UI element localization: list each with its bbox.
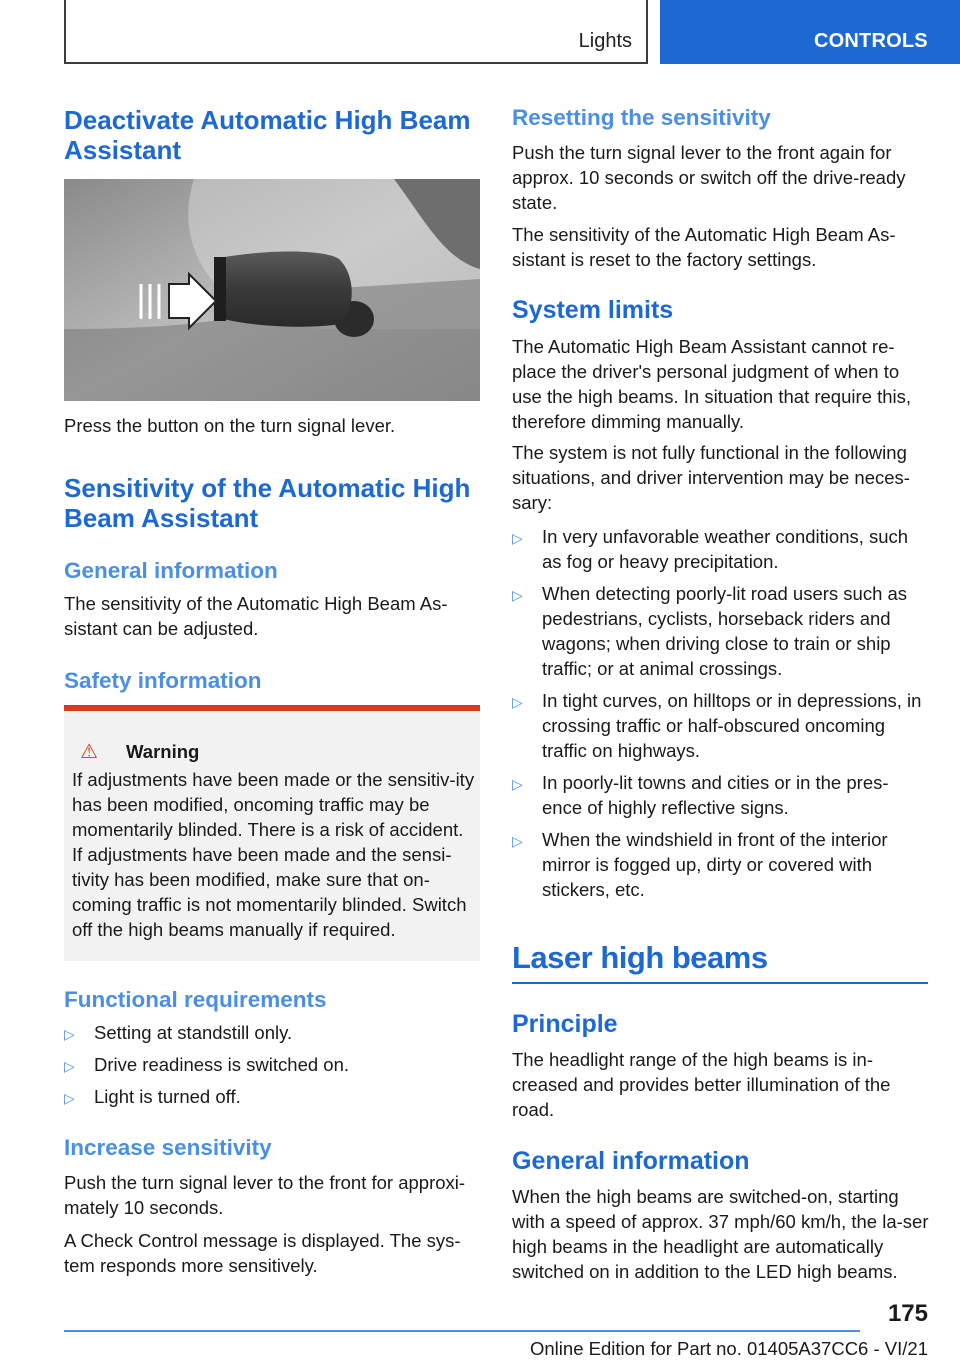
principle-text: The headlight range of the high beams is in-creased and provides better illumination of the road. (512, 1049, 891, 1120)
list-item: ▷ In poorly-lit towns and cities or in the pres-ence of highly reflective signs. (512, 772, 889, 818)
bullet-triangle-icon: ▷ (512, 833, 523, 849)
general-info-heading: General information (64, 558, 278, 583)
bullet-triangle-icon: ▷ (512, 694, 523, 710)
laser-heading: Laser high beams (512, 940, 768, 975)
sensitivity-heading: Sensitivity of the Automatic High Beam Assistant (64, 473, 471, 533)
footer-edition: Online Edition for Part no. 01405A37CC6 - VI/21 (530, 1338, 928, 1359)
image-caption: Press the button on the turn signal lever. (64, 415, 396, 436)
safety-heading: Safety information (64, 668, 262, 693)
warning-header (80, 739, 199, 764)
list-item: ▷ Light is turned off. (64, 1084, 480, 1109)
page-number: 175 (887, 1300, 928, 1327)
laser-heading-rule (512, 982, 928, 984)
warning-box (64, 705, 480, 961)
warning-triangle-icon: ⚠ (80, 741, 98, 763)
general-info-text: The sensitivity of the Automatic High Beam As-sistant can be adjusted. (64, 593, 448, 639)
principle-heading: Principle (512, 1010, 618, 1038)
list-item: ▷ Setting at standstill only. (64, 1020, 480, 1045)
warning-text: If adjustments have been made or the sensitiv-ity has been modified, oncoming traffic may be momentarily blinded. There is a risk of accident. If adjustments have been made and the sensi-tivity has been modified, make sure that on-coming traffic is not momentarily blinded. Switch off the high beams manually if required. (72, 769, 475, 940)
header-section-box (64, 0, 648, 64)
system-limits-text-1: The Automatic High Beam Assistant cannot re-place the driver's personal judgment of when to use the high beams. In situation that require this, therefore dimming manually. (512, 336, 912, 432)
increase-heading: Increase sensitivity (64, 1135, 272, 1160)
reset-text-1: Push the turn signal lever to the front again for approx. 10 seconds or switch off the drive-ready state. (512, 142, 906, 213)
laser-general-text: When the high beams are switched-on, starting with a speed of approx. 37 mph/60 km/h, the la-ser high beams in the headlight are automatically switched on in addition to the LED high beams. (512, 1186, 929, 1282)
list-item: ▷ When the windshield in front of the interior mirror is fogged up, dirty or covered with stickers, etc. (512, 829, 888, 900)
bullet-triangle-icon: ▷ (64, 1026, 75, 1042)
reset-text-2: The sensitivity of the Automatic High Beam As-sistant is reset to the factory settings. (512, 224, 896, 270)
header-chapter-tab: CONTROLS (660, 0, 960, 64)
increase-text-2: A Check Control message is displayed. The sys-tem responds more sensitively. (64, 1230, 461, 1276)
reset-heading: Resetting the sensitivity (512, 105, 771, 130)
footer-rule (64, 1330, 860, 1332)
list-item: ▷ In very unfavorable weather conditions, such as fog or heavy precipitation. (512, 526, 909, 572)
bullet-triangle-icon: ▷ (512, 530, 523, 546)
functional-heading: Functional requirements (64, 987, 327, 1012)
warning-label: Warning (126, 741, 200, 762)
header-section-label: Lights (578, 30, 632, 52)
system-limits-text-2: The system is not fully functional in the following situations, and driver intervention may be neces-sary: (512, 442, 910, 513)
list-item: ▷ Drive readiness is switched on. (64, 1052, 480, 1077)
deactivate-heading: Deactivate Automatic High Beam Assistant (64, 105, 471, 165)
list-item: ▷ In tight curves, on hilltops or in depressions, in crossing traffic or half-obscured oncoming traffic on highways. (512, 690, 922, 761)
system-limits-list (512, 524, 928, 902)
list-item: ▷ When detecting poorly-lit road users such as pedestrians, cyclists, horseback riders and wagons; when driving close to train or ship traffic; or at animal crossings. (512, 583, 908, 679)
bullet-triangle-icon: ▷ (64, 1090, 75, 1106)
bullet-triangle-icon: ▷ (512, 776, 523, 792)
system-limits-heading: System limits (512, 296, 674, 324)
functional-list (64, 1020, 480, 1109)
laser-general-heading: General information (512, 1147, 750, 1175)
bullet-triangle-icon: ▷ (512, 587, 523, 603)
increase-text-1: Push the turn signal lever to the front for approxi-mately 10 seconds. (64, 1172, 466, 1218)
turn-signal-lever-illustration (64, 179, 480, 401)
bullet-triangle-icon: ▷ (64, 1058, 75, 1074)
